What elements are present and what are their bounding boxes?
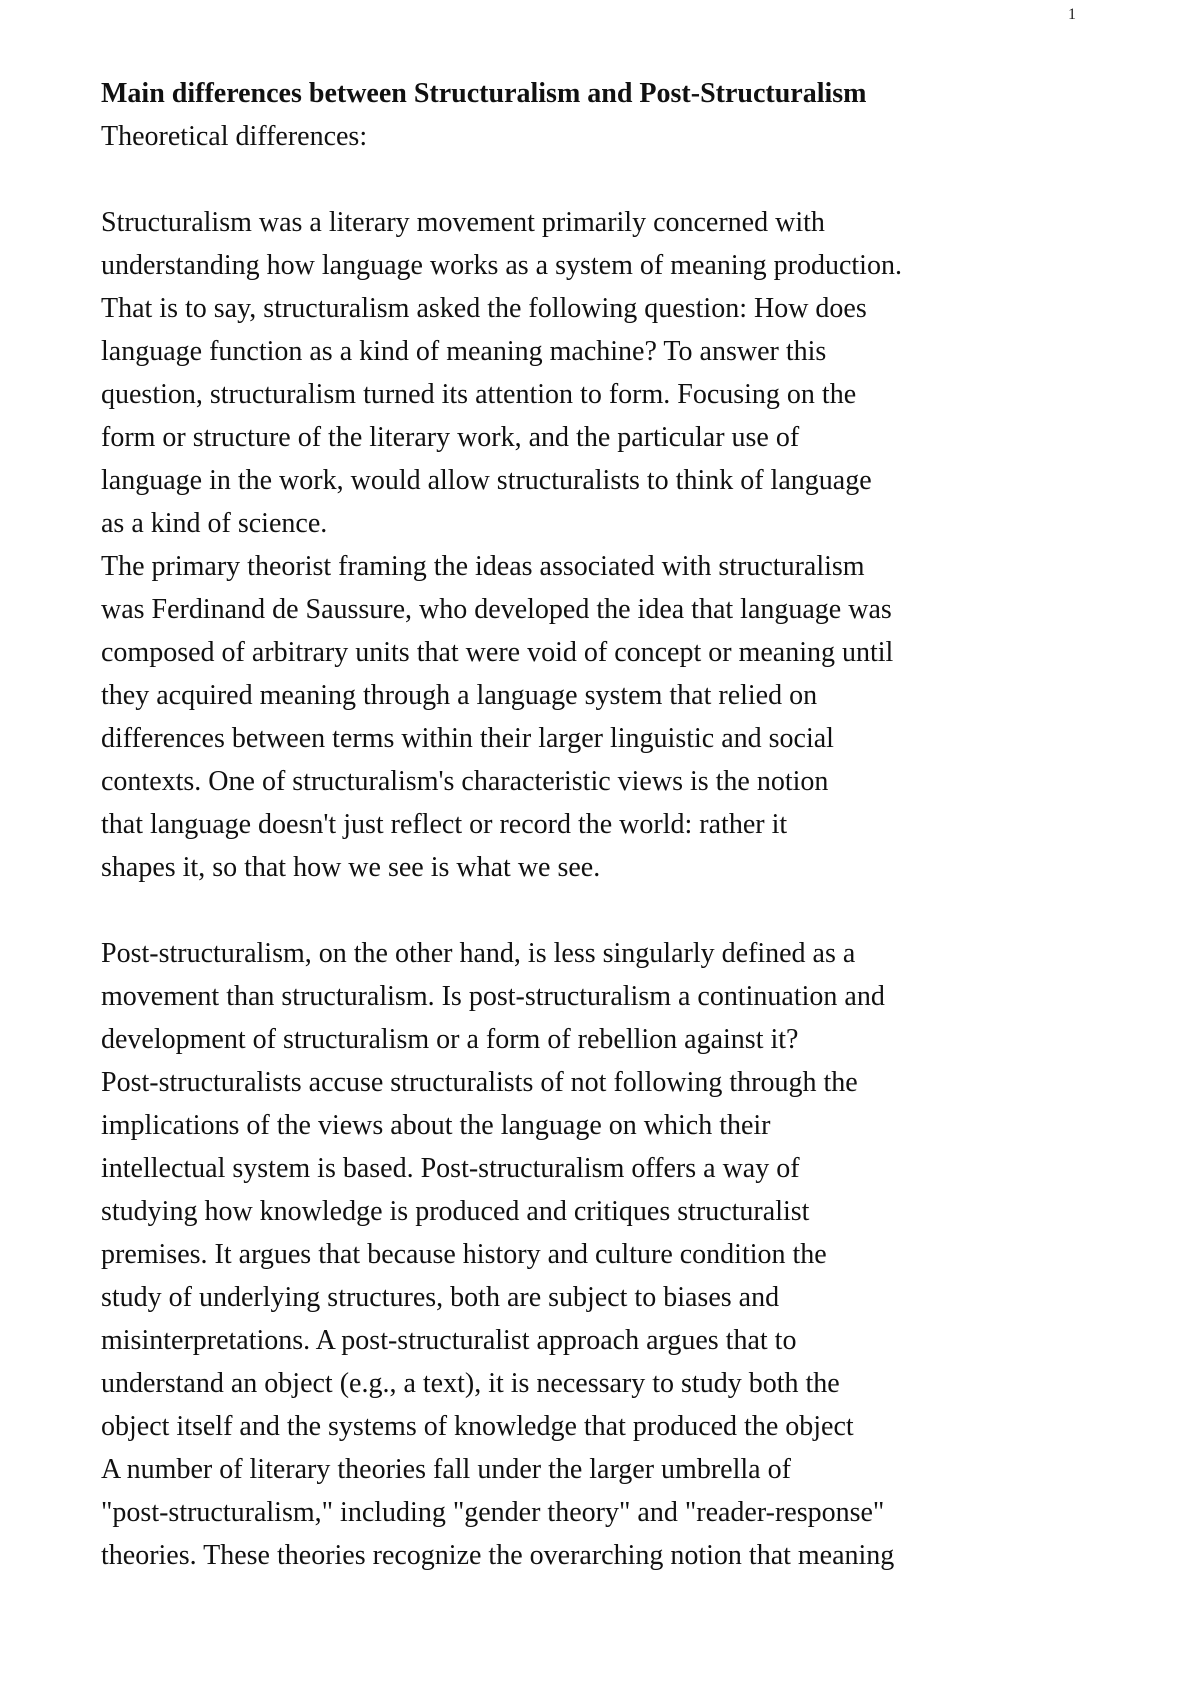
text-line: misinterpretations. A post-structuralist approach argues that to [101, 1325, 797, 1356]
text-line: was Ferdinand de Saussure, who developed the idea that language was [101, 594, 892, 625]
text-line: understanding how language works as a system of meaning production. [101, 250, 902, 281]
text-line: that language doesn't just reflect or record the world: rather it [101, 809, 788, 840]
text-line: language in the work, would allow structuralists to think of language [101, 465, 872, 496]
text-line: contexts. One of structuralism's characteristic views is the notion [101, 766, 829, 797]
blank-line [101, 889, 1101, 932]
blank-line [101, 158, 1101, 201]
text-line: Structuralism was a literary movement primarily concerned with [101, 207, 825, 238]
text-line: Post-structuralists accuse structuralists of not following through the [101, 1067, 858, 1098]
text-line: language function as a kind of meaning machine? To answer this [101, 336, 827, 367]
text-line: Post-structuralism, on the other hand, is less singularly defined as a [101, 938, 856, 969]
document-subheading: Theoretical differences: [101, 121, 368, 152]
text-line: question, structuralism turned its attention to form. Focusing on the [101, 379, 857, 410]
text-line: composed of arbitrary units that were void of concept or meaning until [101, 637, 894, 668]
text-line: That is to say, structuralism asked the following question: How does [101, 293, 867, 324]
text-line: A number of literary theories fall under the larger umbrella of [101, 1454, 791, 1485]
document-heading: Main differences between Structuralism and Post-Structuralism [101, 78, 867, 109]
text-line: implications of the views about the language on which their [101, 1110, 771, 1141]
text-line: shapes it, so that how we see is what we see. [101, 852, 601, 883]
text-line: understand an object (e.g., a text), it is necessary to study both the [101, 1368, 840, 1399]
text-line: differences between terms within their larger linguistic and social [101, 723, 834, 754]
paragraph-post-structuralism [101, 932, 1101, 1577]
text-line: intellectual system is based. Post-structuralism offers a way of [101, 1153, 800, 1184]
text-line: theories. These theories recognize the overarching notion that meaning [101, 1540, 895, 1571]
paragraph-structuralism [101, 201, 1101, 889]
text-line: object itself and the systems of knowledge that produced the object [101, 1411, 854, 1442]
text-line: form or structure of the literary work, and the particular use of [101, 422, 800, 453]
text-line: studying how knowledge is produced and critiques structuralist [101, 1196, 810, 1227]
text-line: as a kind of science. [101, 508, 328, 539]
text-line: The primary theorist framing the ideas associated with structuralism [101, 551, 865, 582]
text-line: development of structuralism or a form of rebellion against it? [101, 1024, 799, 1055]
page-number: 1 [1068, 6, 1076, 23]
text-line: premises. It argues that because history and culture condition the [101, 1239, 827, 1270]
text-line: "post-structuralism," including "gender theory" and "reader-response" [101, 1497, 885, 1528]
document-body [101, 72, 1101, 1577]
text-line: they acquired meaning through a language system that relied on [101, 680, 818, 711]
text-line: study of underlying structures, both are subject to biases and [101, 1282, 780, 1313]
text-line: movement than structuralism. Is post-structuralism a continuation and [101, 981, 885, 1012]
